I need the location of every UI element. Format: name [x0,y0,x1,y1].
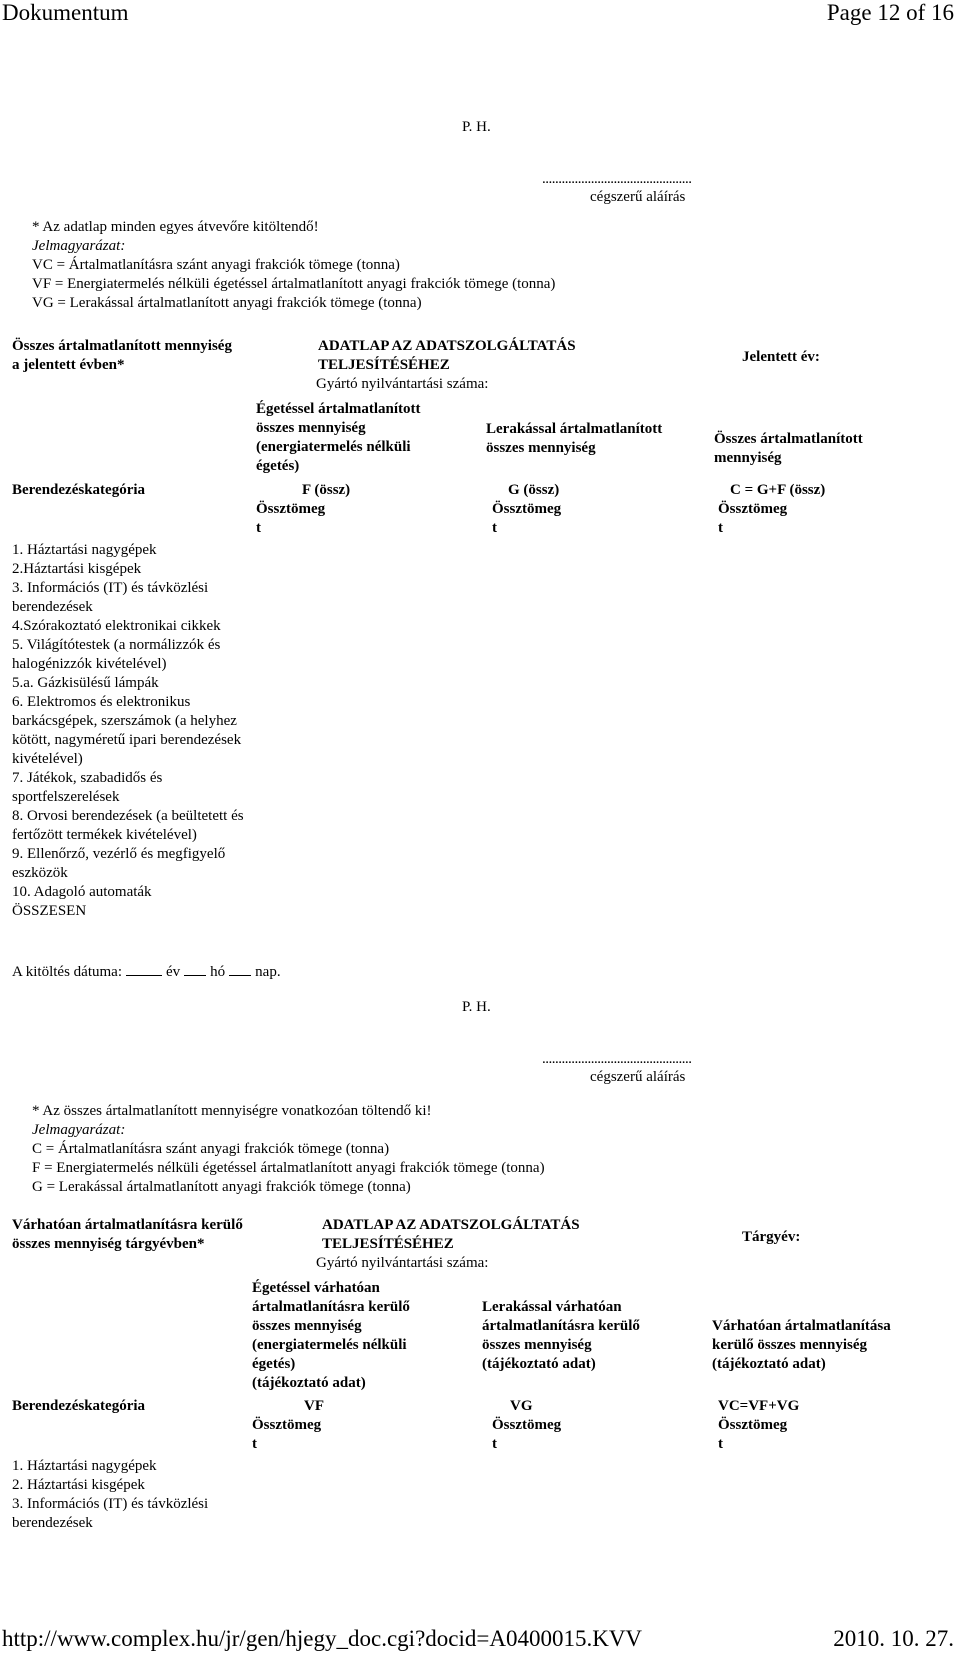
col-f-desc-line: összes mennyiség [256,420,366,436]
stamp-label: P. H. [462,119,491,135]
signature-line: .............................................. [542,1051,692,1067]
col-vc-description [712,1317,891,1374]
form-left-title: a jelentett évben* [12,357,125,373]
col-vf-desc-line: Égetéssel várhatóan [252,1280,380,1296]
col-c-description [714,430,863,468]
col-vc-desc-line: (tájékoztató adat) [712,1356,826,1372]
legend-item: F = Energiatermelés nélküli égetéssel ártalmatlanított anyagi frakciók tömege (tonna) [32,1160,545,1176]
form-title: ADATLAP AZ ADATSZOLGÁLTATÁS [322,1217,580,1233]
col-f-desc-line: égetés) [256,458,300,474]
legend-item: VG = Lerakással ártalmatlanított anyagi frakciók tömege (tonna) [32,295,422,311]
form-left-title: összes mennyiség tárgyévben* [12,1236,205,1252]
category-item: 1. Háztartási nagygépek [12,1458,157,1474]
category-item: eszközök [12,865,68,881]
col-vc-desc-line: Várhatóan ártalmatlanítása [712,1318,891,1334]
unit-label: t [252,1436,257,1452]
category-item: ÖSSZESEN [12,903,87,919]
category-list [12,1457,208,1533]
col-c-desc-line: mennyiség [714,450,782,466]
signature-label: cégszerű aláírás [590,1069,686,1085]
col-vg-header: VG [510,1398,533,1414]
legend-title: Jelmagyarázat: [32,238,126,254]
weight-label: Össztömeg [492,501,562,517]
category-item: 6. Elektromos és elektronikus [12,694,191,710]
col-vg-desc-line: ártalmatlanításra kerülő [482,1318,640,1334]
col-f-header: F (össz) [302,482,351,498]
col-vg-desc-line: összes mennyiség [482,1337,592,1353]
fill-date-label: A kitöltés dátuma: [12,964,122,980]
col-f-desc-line: (energiatermelés nélküli [256,439,411,455]
col-vg-description [482,1298,640,1374]
col-vf-desc-line: összes mennyiség [252,1318,362,1334]
target-year-label: Tárgyév: [742,1229,801,1245]
producer-reg-label: Gyártó nyilvántartási száma: [316,1255,489,1271]
signature-label: cégszerű aláírás [590,189,686,205]
category-item: berendezések [12,1515,93,1531]
category-column-header: Berendezéskategória [12,482,146,498]
col-vf-desc-line: égetés) [252,1356,296,1372]
footer-date: 2010. 10. 27. [833,1626,954,1651]
category-item: kötött, nagyméretű ipari berendezések [12,732,242,748]
category-item: 5.a. Gázkisülésű lámpák [12,675,159,691]
year-label: év [166,964,181,980]
col-vf-description [252,1279,410,1393]
unit-label: t [718,1436,723,1452]
col-g-desc-line: Lerakással ártalmatlanított [486,421,663,437]
col-g-header: G (össz) [508,482,560,498]
col-vf-header: VF [304,1398,324,1414]
category-item: 10. Adagoló automaták [12,884,152,900]
legend-item: C = Ártalmatlanításra szánt anyagi frakciók tömege (tonna) [32,1141,390,1157]
category-item: 7. Játékok, szabadidős és [12,770,163,786]
month-blank[interactable] [184,962,206,976]
col-vf-desc-line: (tájékoztató adat) [252,1375,366,1391]
form-title: TELJESÍTÉSÉHEZ [318,357,450,373]
weight-label: Össztömeg [718,501,788,517]
unit-label: t [492,520,497,536]
legend-title: Jelmagyarázat: [32,1122,126,1138]
unit-label: t [256,520,261,536]
form-title: TELJESÍTÉSÉHEZ [322,1236,454,1252]
col-c-header: C = G+F (össz) [730,482,826,498]
col-vc-desc-line: kerülő összes mennyiség [712,1337,867,1353]
form-left-title: Összes ártalmatlanított mennyiség [12,338,232,354]
category-item: 5. Világítótestek (a normálizzók és [12,637,221,653]
note: * Az összes ártalmatlanított mennyiségre vonatkozóan töltendő ki! [32,1103,432,1119]
document-header-title: Dokumentum [2,0,129,25]
category-item: fertőzött termékek kivételével) [12,827,197,843]
unit-label: t [718,520,723,536]
fill-date-line [12,962,281,982]
legend-item: VF = Energiatermelés nélküli égetéssel ártalmatlanított anyagi frakciók tömege (tonna) [32,276,556,292]
col-g-desc-line: összes mennyiség [486,440,596,456]
category-item: 3. Információs (IT) és távközlési [12,580,209,596]
form-left-title: Várhatóan ártalmatlanításra kerülő [12,1217,243,1233]
footer-url: http://www.complex.hu/jr/gen/hjegy_doc.cgi?docid=A0400015.KVV [2,1626,643,1651]
category-item: 9. Ellenőrző, vezérlő és megfigyelő [12,846,226,862]
col-f-desc-line: Égetéssel ártalmatlanított [256,401,421,417]
weight-label: Össztömeg [256,501,326,517]
category-item: halogénizzók kivételével) [12,656,167,672]
category-item: sportfelszerelések [12,789,120,805]
category-item: 4.Szórakoztató elektronikai cikkek [12,618,221,634]
category-item: kivételével) [12,751,83,767]
weight-label: Össztömeg [492,1417,562,1433]
category-item: berendezések [12,599,93,615]
category-item: 1. Háztartási nagygépek [12,542,157,558]
day-blank[interactable] [229,962,251,976]
col-c-desc-line: Összes ártalmatlanított [714,431,863,447]
col-vc-header: VC=VF+VG [718,1398,800,1414]
category-item: 2. Háztartási kisgépek [12,1477,145,1493]
legend-item: G = Lerakással ártalmatlanított anyagi frakciók tömege (tonna) [32,1179,411,1195]
producer-reg-label: Gyártó nyilvántartási száma: [316,376,489,392]
category-column-header: Berendezéskategória [12,1398,146,1414]
note: * Az adatlap minden egyes átvevőre kitöltendő! [32,219,319,235]
page-number: Page 12 of 16 [826,0,954,25]
col-vg-desc-line: Lerakással várhatóan [482,1299,622,1315]
reported-year-label: Jelentett év: [742,349,820,365]
category-item: 3. Információs (IT) és távközlési [12,1496,209,1512]
col-vf-desc-line: (energiatermelés nélküli [252,1337,407,1353]
category-item: 2.Háztartási kisgépek [12,561,142,577]
col-f-description [256,400,421,476]
weight-label: Össztömeg [252,1417,322,1433]
weight-label: Össztömeg [718,1417,788,1433]
year-blank[interactable] [126,962,162,976]
unit-label: t [492,1436,497,1452]
form-title: ADATLAP AZ ADATSZOLGÁLTATÁS [318,338,576,354]
col-vg-desc-line: (tájékoztató adat) [482,1356,596,1372]
category-list [12,541,244,921]
day-label: nap. [255,964,281,980]
category-item: barkácsgépek, szerszámok (a helyhez [12,713,237,729]
signature-line: .............................................. [542,171,692,187]
col-g-description [486,420,662,458]
col-vf-desc-line: ártalmatlanításra kerülő [252,1299,410,1315]
stamp-label: P. H. [462,999,491,1015]
legend-item: VC = Ártalmatlanításra szánt anyagi frakciók tömege (tonna) [32,257,400,273]
month-label: hó [210,964,226,980]
category-item: 8. Orvosi berendezések (a beültetett és [12,808,244,824]
